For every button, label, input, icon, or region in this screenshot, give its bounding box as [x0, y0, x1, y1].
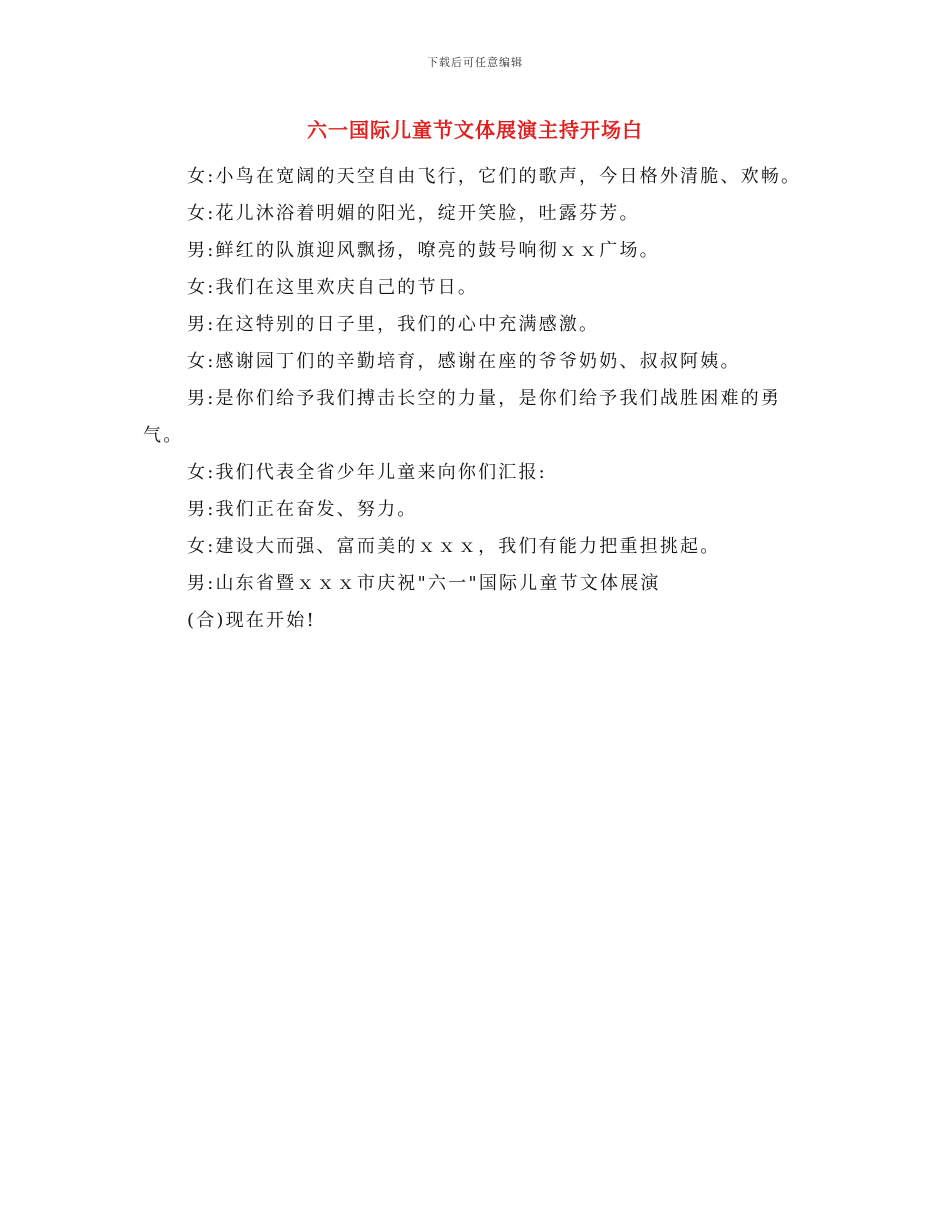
paragraph: 男:山东省暨ｘｘｘ市庆祝"六一"国际儿童节文体展演 — [187, 573, 661, 594]
paragraph: 女:花儿沐浴着明媚的阳光，绽开笑脸，吐露芬芳。 — [187, 203, 640, 224]
document-body — [143, 158, 808, 639]
paragraph: (合)现在开始! — [187, 610, 316, 631]
paragraph: 女:我们代表全省少年儿童来向你们汇报: — [187, 462, 547, 483]
paragraph: 男:我们正在奋发、努力。 — [187, 499, 418, 520]
paragraph: 女:感谢园丁们的辛勤培育，感谢在座的爷爷奶奶、叔叔阿姨。 — [187, 351, 741, 372]
paragraph: 女:我们在这里欢庆自己的节日。 — [187, 277, 479, 298]
paragraph: 男:在这特别的日子里，我们的心中充满感激。 — [187, 314, 600, 335]
paragraph: 男:鲜红的队旗迎风飘扬，嘹亮的鼓号响彻ｘｘ广场。 — [187, 240, 660, 261]
paragraph: 男:是你们给予我们搏击长空的力量，是你们给予我们战胜困难的勇气。 — [143, 388, 782, 446]
paragraph: 女:建设大而强、富而美的ｘｘｘ，我们有能力把重担挑起。 — [187, 536, 721, 557]
header-note: 下载后可任意编辑 — [427, 56, 523, 69]
paragraph: 女:小鸟在宽阔的天空自由飞行，它们的歌声，今日格外清脆、欢畅。 — [187, 166, 802, 187]
document-title: 六一国际儿童节文体展演主持开场白 — [307, 118, 643, 142]
